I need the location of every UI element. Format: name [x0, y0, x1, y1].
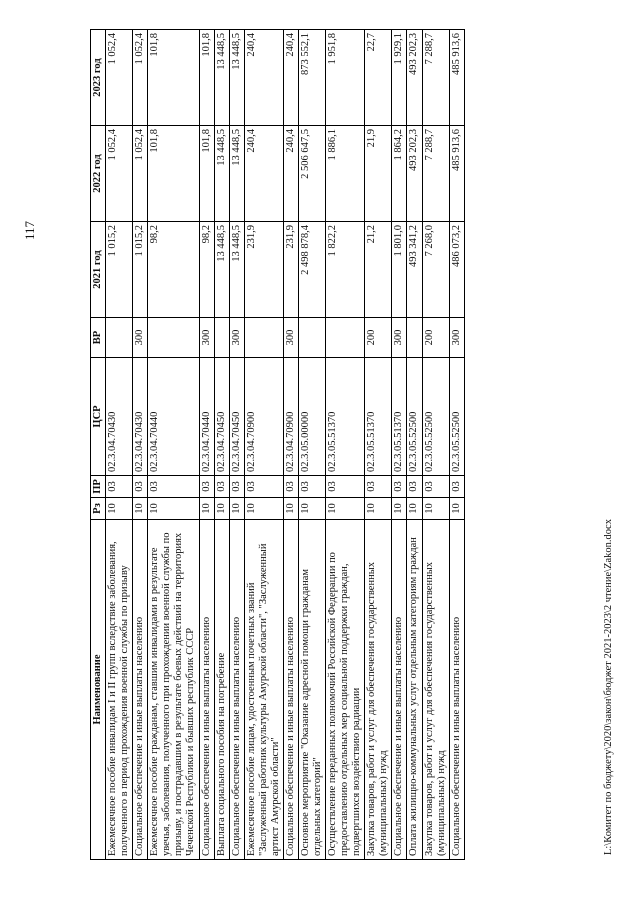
- budget-table: [90, 29, 465, 860]
- cell-2022: 101,8: [148, 126, 199, 222]
- cell-vr: 200: [365, 318, 392, 358]
- cell-rz: 10: [244, 498, 283, 520]
- cell-name: Социальное обеспечение и иные выплаты населению: [392, 520, 407, 860]
- cell-csr: 02.3.05.52500: [422, 358, 449, 476]
- cell-2021: 231,9: [244, 222, 283, 318]
- cell-name: Основное мероприятие "Оказание адресной помощи гражданам отдельных категорий": [298, 520, 325, 860]
- cell-vr: 300: [133, 318, 148, 358]
- cell-pr: 03: [106, 476, 133, 498]
- cell-vr: 300: [199, 318, 214, 358]
- cell-pr: 03: [422, 476, 449, 498]
- cell-pr: 03: [199, 476, 214, 498]
- cell-rz: 10: [422, 498, 449, 520]
- cell-2023: 493 202,3: [407, 30, 422, 126]
- cell-2023: 240,4: [283, 30, 298, 126]
- cell-csr: 02.3.05.00000: [298, 358, 325, 476]
- table-row: [449, 30, 464, 860]
- cell-2022: 1 864,2: [392, 126, 407, 222]
- table-row: [244, 30, 283, 860]
- cell-csr: 02.3.04.70440: [148, 358, 199, 476]
- cell-name: Оплата жилищно-коммунальных услуг отдельным категориям граждан: [407, 520, 422, 860]
- cell-rz: 10: [407, 498, 422, 520]
- cell-vr: [106, 318, 133, 358]
- cell-2023: 13 448,5: [229, 30, 244, 126]
- cell-rz: 10: [298, 498, 325, 520]
- cell-vr: [298, 318, 325, 358]
- cell-2022: 2 506 647,5: [298, 126, 325, 222]
- cell-csr: 02.3.04.70450: [214, 358, 229, 476]
- cell-pr: 03: [449, 476, 464, 498]
- cell-2021: 98,2: [148, 222, 199, 318]
- cell-vr: 300: [283, 318, 298, 358]
- table-header-row: [91, 30, 106, 860]
- cell-csr: 02.3.05.51370: [326, 358, 365, 476]
- header-2022: 2022 год: [91, 126, 106, 222]
- table-row: [298, 30, 325, 860]
- cell-pr: 03: [214, 476, 229, 498]
- cell-name: Ежемесячное пособие лицам, удостоенным почетных званий "Заслуженный работник культуры Амурской области", "Заслуженный артист Амурской области": [244, 520, 283, 860]
- cell-2021: 1 822,2: [326, 222, 365, 318]
- cell-pr: 03: [133, 476, 148, 498]
- table-row: [365, 30, 392, 860]
- cell-2021: 13 448,5: [214, 222, 229, 318]
- cell-csr: 02.3.04.70430: [106, 358, 133, 476]
- header-vr: ВР: [91, 318, 106, 358]
- cell-2021: 2 498 878,4: [298, 222, 325, 318]
- cell-name: Социальное обеспечение и иные выплаты населению: [283, 520, 298, 860]
- cell-rz: 10: [326, 498, 365, 520]
- table-row: [326, 30, 365, 860]
- cell-vr: 300: [229, 318, 244, 358]
- cell-name: Ежемесячное пособие инвалидам I и II групп вследствие заболевания, полученного в период прохождения военной службы по призыву: [106, 520, 133, 860]
- cell-2021: 486 073,2: [449, 222, 464, 318]
- cell-2022: 1 886,1: [326, 126, 365, 222]
- cell-2023: 13 448,5: [214, 30, 229, 126]
- cell-pr: 03: [407, 476, 422, 498]
- cell-2022: 21,9: [365, 126, 392, 222]
- cell-rz: 10: [229, 498, 244, 520]
- header-csr: ЦСР: [91, 358, 106, 476]
- cell-2023: 1 052,4: [106, 30, 133, 126]
- cell-vr: [214, 318, 229, 358]
- table-row: [283, 30, 298, 860]
- cell-2023: 485 913,6: [449, 30, 464, 126]
- cell-name: Осуществление переданных полномочий Российской Федерации по предоставлению отдельных мер социальной поддержки граждан, подвергшихся воздействию радиации: [326, 520, 365, 860]
- cell-2023: 240,4: [244, 30, 283, 126]
- cell-csr: 02.3.04.70440: [199, 358, 214, 476]
- cell-csr: 02.3.04.70450: [229, 358, 244, 476]
- header-pr: ПР: [91, 476, 106, 498]
- table-row: [148, 30, 199, 860]
- table-row: [133, 30, 148, 860]
- cell-name: Социальное обеспечение и иные выплаты населению: [133, 520, 148, 860]
- cell-rz: 10: [392, 498, 407, 520]
- header-2023: 2023 год: [91, 30, 106, 126]
- table-row: [106, 30, 133, 860]
- cell-2022: 493 202,3: [407, 126, 422, 222]
- cell-pr: 03: [244, 476, 283, 498]
- cell-pr: 03: [298, 476, 325, 498]
- cell-2023: 101,8: [199, 30, 214, 126]
- cell-2022: 1 052,4: [133, 126, 148, 222]
- cell-rz: 10: [449, 498, 464, 520]
- cell-vr: [244, 318, 283, 358]
- cell-2023: 1 052,4: [133, 30, 148, 126]
- cell-2023: 873 552,1: [298, 30, 325, 126]
- table-row: [199, 30, 214, 860]
- cell-name: Социальное обеспечение и иные выплаты населению: [229, 520, 244, 860]
- cell-pr: 03: [283, 476, 298, 498]
- cell-2022: 1 052,4: [106, 126, 133, 222]
- cell-2022: 7 288,7: [422, 126, 449, 222]
- header-2021: 2021 год: [91, 222, 106, 318]
- cell-csr: 02.3.04.70900: [283, 358, 298, 476]
- cell-rz: 10: [283, 498, 298, 520]
- cell-2021: 21,2: [365, 222, 392, 318]
- cell-vr: [148, 318, 199, 358]
- table-row: [392, 30, 407, 860]
- cell-pr: 03: [229, 476, 244, 498]
- header-rz: Рз: [91, 498, 106, 520]
- cell-2023: 1 951,8: [326, 30, 365, 126]
- cell-2022: 13 448,5: [214, 126, 229, 222]
- cell-csr: 02.3.05.52500: [449, 358, 464, 476]
- cell-rz: 10: [106, 498, 133, 520]
- cell-rz: 10: [133, 498, 148, 520]
- cell-rz: 10: [148, 498, 199, 520]
- cell-csr: 02.3.04.70430: [133, 358, 148, 476]
- cell-vr: 300: [449, 318, 464, 358]
- cell-2021: 1 015,2: [133, 222, 148, 318]
- cell-vr: [326, 318, 365, 358]
- cell-vr: 200: [422, 318, 449, 358]
- cell-2021: 1 015,2: [106, 222, 133, 318]
- cell-2022: 13 448,5: [229, 126, 244, 222]
- cell-2021: 493 341,2: [407, 222, 422, 318]
- cell-2021: 13 448,5: [229, 222, 244, 318]
- footer-file-path: L:\Комитет по бюджету\2020\закон\бюджет 2021-2023\2 чтение\Zakon.docx: [603, 519, 614, 855]
- cell-name: Социальное обеспечение и иные выплаты населению: [449, 520, 464, 860]
- page-number: 117: [22, 220, 37, 240]
- rotated-page-content: [90, 30, 590, 860]
- cell-2021: 98,2: [199, 222, 214, 318]
- cell-name: Закупка товаров, работ и услуг для обеспечения государственных (муниципальных) нужд: [422, 520, 449, 860]
- cell-rz: 10: [365, 498, 392, 520]
- cell-csr: 02.3.05.51370: [365, 358, 392, 476]
- table-row: [214, 30, 229, 860]
- table-row: [407, 30, 422, 860]
- cell-rz: 10: [214, 498, 229, 520]
- cell-pr: 03: [326, 476, 365, 498]
- cell-2022: 101,8: [199, 126, 214, 222]
- cell-name: Социальное обеспечение и иные выплаты населению: [199, 520, 214, 860]
- cell-csr: 02.3.05.52500: [407, 358, 422, 476]
- cell-vr: [407, 318, 422, 358]
- cell-csr: 02.3.04.70900: [244, 358, 283, 476]
- cell-2022: 240,4: [283, 126, 298, 222]
- header-name: Наименование: [91, 520, 106, 860]
- table-row: [422, 30, 449, 860]
- cell-2023: 7 288,7: [422, 30, 449, 126]
- cell-name: Выплата социального пособия на погребение: [214, 520, 229, 860]
- cell-pr: 03: [148, 476, 199, 498]
- table-row: [229, 30, 244, 860]
- cell-rz: 10: [199, 498, 214, 520]
- cell-2023: 1 929,1: [392, 30, 407, 126]
- cell-2021: 1 801,0: [392, 222, 407, 318]
- cell-2022: 485 913,6: [449, 126, 464, 222]
- cell-2023: 22,7: [365, 30, 392, 126]
- cell-pr: 03: [365, 476, 392, 498]
- cell-vr: 300: [392, 318, 407, 358]
- cell-2021: 231,9: [283, 222, 298, 318]
- cell-name: Закупка товаров, работ и услуг для обеспечения государственных (муниципальных) нужд: [365, 520, 392, 860]
- cell-2023: 101,8: [148, 30, 199, 126]
- cell-name: Ежемесячное пособие гражданам, ставшим инвалидами в результате увечья, заболевания, полученного при прохождении военной службы по призыву, и пострадавшим в результате боевых действий на территориях Чеченской Республики и бывших республик СССР: [148, 520, 199, 860]
- cell-pr: 03: [392, 476, 407, 498]
- cell-csr: 02.3.05.51370: [392, 358, 407, 476]
- cell-2021: 7 268,0: [422, 222, 449, 318]
- cell-2022: 240,4: [244, 126, 283, 222]
